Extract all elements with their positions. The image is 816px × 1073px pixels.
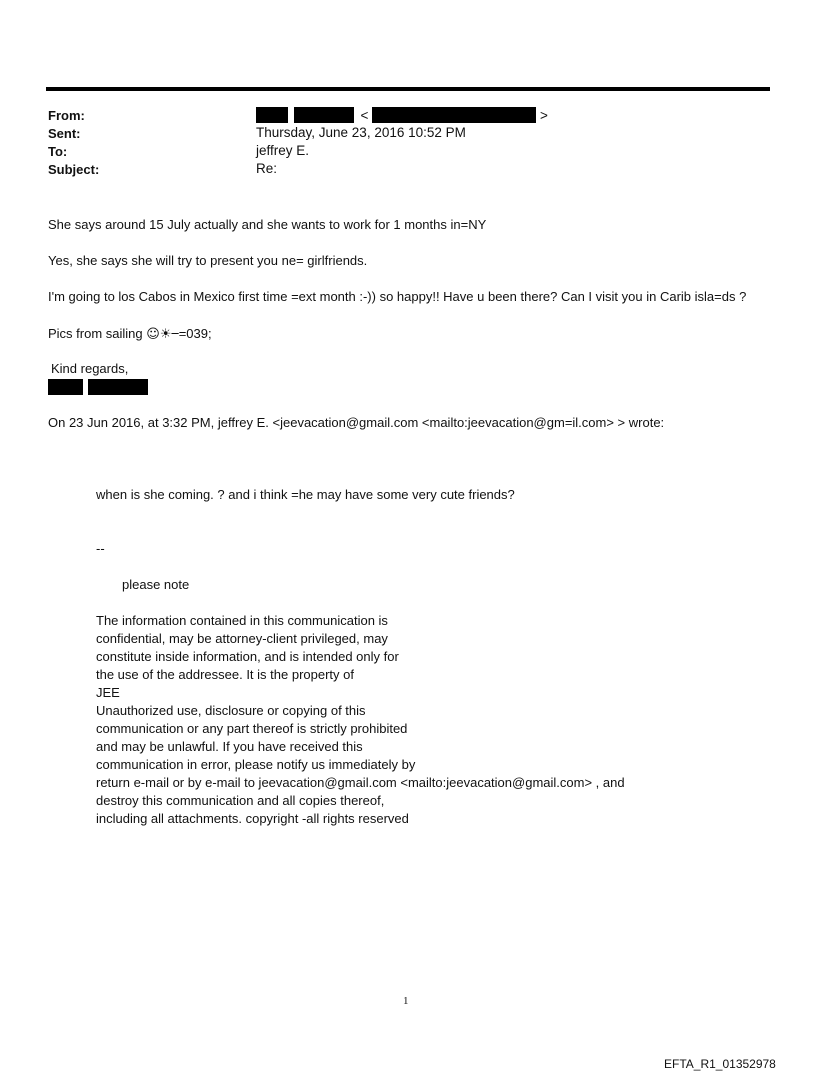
body-line-2: Yes, she says she will try to present you ne= girlfriends.: [48, 253, 368, 268]
disclaimer-line: confidential, may be attorney-client privileged, may: [96, 631, 388, 646]
kind-regards: Kind regards,: [51, 361, 129, 376]
from-lt: <: [360, 108, 369, 123]
disclaimer-line: destroy this communication and all copies thereof,: [96, 793, 385, 808]
page-number: 1: [403, 995, 409, 1007]
header-rule: [46, 87, 770, 91]
subject-value: Re:: [256, 161, 278, 176]
disclaimer-line: constitute inside information, and is intended only for: [96, 649, 399, 664]
sent-label: Sent:: [48, 126, 81, 141]
redaction-box: [294, 107, 354, 123]
redaction-box: [48, 379, 83, 395]
disclaimer-line: return e-mail or by e-mail to jeevacation@gmail.com <mailto:jeevacation@gmail.com> , and: [96, 775, 625, 790]
signature-dash: --: [96, 541, 105, 556]
disclaimer-line: Unauthorized use, disclosure or copying of this: [96, 703, 366, 718]
from-gt: >: [539, 108, 548, 123]
please-note: please note: [122, 577, 190, 592]
disclaimer-line: the use of the addressee. It is the property of: [96, 667, 354, 682]
sent-value: Thursday, June 23, 2016 10:52 PM: [256, 125, 466, 140]
to-label: To:: [48, 144, 68, 159]
body-line-3: I'm going to los Cabos in Mexico first time =ext month :-)) so happy!! Have u been there? Can I visit you in Carib isla=ds ?: [48, 289, 747, 304]
pics-line: [48, 325, 212, 344]
disclaimer: [96, 612, 625, 828]
signature-redaction: [48, 379, 148, 395]
from-label: From:: [48, 108, 85, 123]
disclaimer-line: including all attachments. copyright -all rights reserved: [96, 811, 409, 826]
subject-label: Subject:: [48, 162, 100, 177]
disclaimer-line: communication in error, please notify us immediately by: [96, 757, 416, 772]
redaction-box: [256, 107, 288, 123]
pics-prefix: Pics from sailing: [48, 326, 147, 341]
from-value: [256, 107, 548, 123]
disclaimer-line: The information contained in this communication is: [96, 613, 388, 628]
quoted-line: when is she coming. ? and i think =he may have some very cute friends?: [96, 487, 515, 502]
quote-intro: On 23 Jun 2016, at 3:32 PM, jeffrey E. <jeevacation@gmail.com <mailto:jeevacation@gm=il.com> > wrote:: [48, 415, 665, 430]
strike-dash: [171, 326, 178, 341]
smiley-icon: ☺: [146, 327, 160, 342]
to-value: jeffrey E.: [256, 143, 310, 158]
sun-icon: ☀: [159, 327, 172, 342]
pics-suffix: =039;: [178, 326, 212, 341]
body-line-1: She says around 15 July actually and she wants to work for 1 months in=NY: [48, 217, 487, 232]
disclaimer-line: communication or any part thereof is strictly prohibited: [96, 721, 408, 736]
redaction-box: [372, 107, 536, 123]
disclaimer-line: JEE: [96, 685, 120, 700]
redaction-box: [88, 379, 148, 395]
disclaimer-line: and may be unlawful. If you have received this: [96, 739, 363, 754]
bates-number: EFTA_R1_01352978: [664, 1057, 776, 1071]
